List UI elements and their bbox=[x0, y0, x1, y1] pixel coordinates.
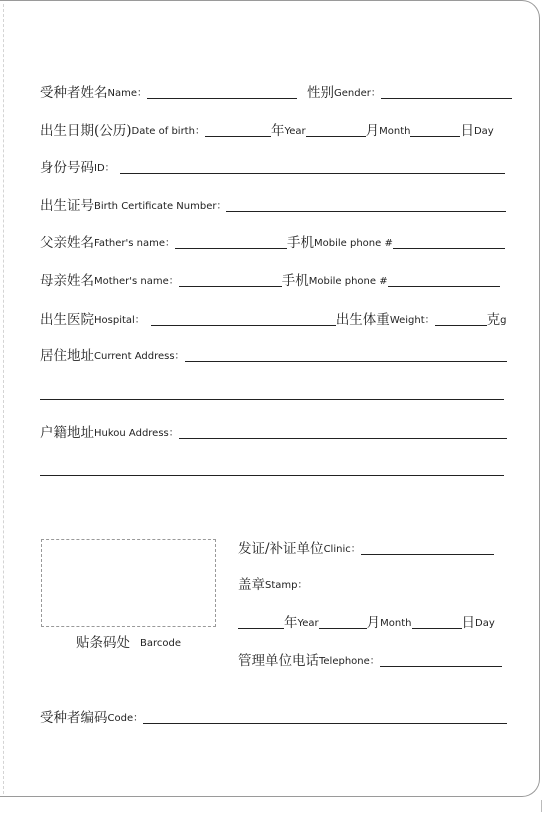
weight-label-en: Weight： bbox=[389, 315, 435, 326]
father-label-en: Father's name： bbox=[94, 238, 175, 249]
barcode-label bbox=[41, 634, 216, 652]
mother-mobile-label-en: Mobile phone # bbox=[308, 276, 388, 287]
barcode-label-en: Barcode bbox=[140, 638, 181, 649]
day-label-zh: 日 bbox=[460, 123, 474, 139]
father-mobile-field[interactable] bbox=[393, 234, 505, 249]
barcode-placeholder bbox=[41, 539, 216, 627]
issue-day-field[interactable] bbox=[412, 614, 462, 629]
name-row bbox=[40, 82, 512, 102]
father-mobile-label-en: Mobile phone # bbox=[313, 238, 393, 249]
day-label-en: Day bbox=[473, 126, 494, 137]
gender-label-zh: 性别 bbox=[307, 85, 335, 101]
issue-year-label-en: Year bbox=[297, 618, 319, 629]
clinic-row bbox=[238, 538, 494, 558]
father-label-zh: 父亲姓名 bbox=[40, 235, 94, 251]
gender-field[interactable] bbox=[381, 84, 512, 99]
stamp-row bbox=[238, 574, 308, 594]
address-label-zh: 居住地址 bbox=[40, 348, 94, 364]
father-name-field[interactable] bbox=[175, 234, 287, 249]
address-field-line-2[interactable] bbox=[40, 399, 504, 400]
mother-mobile-field[interactable] bbox=[388, 272, 500, 287]
code-field[interactable] bbox=[143, 709, 507, 724]
address-label-en: Current Address： bbox=[94, 351, 185, 362]
gender-label-en: Gender： bbox=[334, 88, 381, 99]
clinic-field[interactable] bbox=[361, 540, 494, 555]
dob-day-field[interactable] bbox=[410, 122, 460, 137]
name-field[interactable] bbox=[147, 84, 297, 99]
code-row bbox=[40, 707, 507, 727]
code-label-en: Code： bbox=[107, 713, 144, 724]
issue-month-field[interactable] bbox=[319, 614, 367, 629]
issue-date-row bbox=[238, 612, 495, 632]
name-label-en: Name： bbox=[107, 88, 148, 99]
id-label-en: ID： bbox=[94, 163, 115, 174]
hukou-field-line-2[interactable] bbox=[40, 475, 504, 476]
address-row bbox=[40, 345, 507, 365]
dob-label-zh: 出生日期(公历) bbox=[40, 123, 132, 139]
hukou-label-zh: 户籍地址 bbox=[40, 425, 94, 441]
stamp-label-en: Stamp： bbox=[265, 580, 308, 591]
birth-cert-row bbox=[40, 195, 506, 215]
weight-unit-zh: 克 bbox=[486, 312, 501, 328]
id-field[interactable] bbox=[120, 159, 505, 174]
hospital-label-en: Hospital： bbox=[94, 315, 145, 326]
month-label-en: Month bbox=[379, 126, 411, 137]
issue-month-label-zh: 月 bbox=[366, 615, 381, 631]
dob-label-en: Date of birth： bbox=[131, 126, 205, 137]
clinic-label-zh: 发证/补证单位 bbox=[238, 541, 324, 557]
id-row bbox=[40, 157, 505, 177]
mother-name-field[interactable] bbox=[179, 272, 282, 287]
address-field[interactable] bbox=[185, 347, 507, 362]
clinic-label-en: Clinic： bbox=[323, 544, 361, 555]
dob-year-field[interactable] bbox=[205, 122, 271, 137]
hukou-row bbox=[40, 422, 507, 442]
hospital-field[interactable] bbox=[151, 311, 336, 326]
telephone-field[interactable] bbox=[380, 652, 502, 667]
telephone-label-zh: 管理单位电话 bbox=[238, 653, 319, 669]
issue-month-label-en: Month bbox=[380, 618, 412, 629]
dob-row bbox=[40, 120, 494, 140]
father-row bbox=[40, 232, 505, 252]
hospital-row bbox=[40, 309, 507, 329]
birth-cert-label-zh: 出生证号 bbox=[40, 198, 94, 214]
issue-day-label-en: Day bbox=[475, 618, 495, 629]
year-label-en: Year bbox=[284, 126, 306, 137]
mother-row bbox=[40, 270, 500, 290]
issue-day-label-zh: 日 bbox=[461, 615, 476, 631]
stamp-label-zh: 盖章 bbox=[238, 577, 265, 593]
name-label-zh: 受种者姓名 bbox=[40, 85, 108, 101]
edge-mark bbox=[541, 800, 542, 812]
weight-label-zh: 出生体重 bbox=[335, 312, 390, 328]
month-label-zh: 月 bbox=[365, 123, 380, 139]
year-label-zh: 年 bbox=[270, 123, 285, 139]
telephone-label-en: Telephone： bbox=[319, 656, 380, 667]
dob-month-field[interactable] bbox=[306, 122, 366, 137]
weight-field[interactable] bbox=[435, 311, 487, 326]
hospital-label-zh: 出生医院 bbox=[40, 312, 94, 328]
mother-mobile-label-zh: 手机 bbox=[281, 273, 309, 289]
mother-label-en: Mother's name： bbox=[94, 276, 179, 287]
perforation-line bbox=[3, 4, 4, 794]
id-label-zh: 身份号码 bbox=[40, 160, 94, 176]
hukou-label-en: Hukou Address： bbox=[94, 428, 179, 439]
mother-label-zh: 母亲姓名 bbox=[40, 273, 94, 289]
telephone-row bbox=[238, 650, 502, 670]
issue-year-field[interactable] bbox=[238, 614, 284, 629]
issue-year-label-zh: 年 bbox=[284, 615, 298, 631]
birth-cert-label-en: Birth Certificate Number： bbox=[94, 201, 227, 212]
weight-unit-en: g bbox=[500, 315, 507, 326]
father-mobile-label-zh: 手机 bbox=[286, 235, 314, 251]
code-label-zh: 受种者编码 bbox=[40, 710, 108, 726]
hukou-field[interactable] bbox=[179, 424, 507, 439]
birth-cert-field[interactable] bbox=[226, 197, 506, 212]
barcode-label-zh: 贴条码处 bbox=[76, 635, 130, 651]
